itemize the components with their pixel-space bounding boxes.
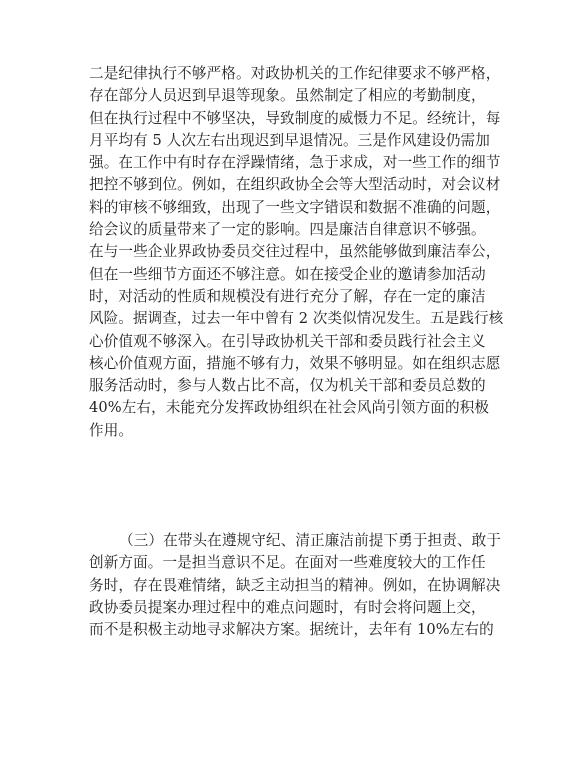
text-line: 但在一些细节方面还不够注意。如在接受企业的邀请参加活动 [89, 265, 486, 283]
text-line: 但在执行过程中不够坚决，导致制度的威慑力不足。经统计，每 [89, 109, 501, 127]
text-line: 在与一些企业界政协委员交往过程中，虽然能够做到廉洁奉公， [89, 243, 501, 261]
text-line: 二是纪律执行不够严格。对政协机关的工作纪律要求不够严格， [89, 65, 501, 82]
text-line: 时，对活动的性质和规模没有进行充分了解，存在一定的廉洁 [89, 287, 486, 305]
text-line: 服务活动时，参与人数占比不高，仅为机关干部和委员总数的 [89, 377, 486, 395]
text-line: 40%左右，未能充分发挥政协组织在社会风尚引领方面的积极 [89, 399, 490, 417]
text-line: 强。在工作中有时存在浮躁情绪，急于求成，对一些工作的细节 [89, 154, 501, 172]
text-line: 作用。 [89, 421, 134, 439]
text-line: 把控不够到位。例如，在组织政协全会等大型活动时，对会议材 [89, 176, 501, 194]
text-line: 创新方面。一是担当意识不足。在面对一些难度较大的工作任 [89, 554, 486, 572]
text-line: 存在部分人员迟到早退等现象。虽然制定了相应的考勤制度， [89, 87, 486, 105]
text-line: 风险。据调查，过去一年中曾有 2 次类似情况发生。五是践行核 [89, 310, 504, 328]
text-line: 核心价值观方面，措施不够有力，效果不够明显。如在组织志愿 [89, 354, 501, 372]
text-line: 月平均有 5 人次左右出现迟到早退情况。三是作风建设仍需加 [89, 131, 490, 149]
body-paragraph-2 [89, 530, 504, 641]
text-line: 政协委员提案办理过程中的难点问题时，有时会将问题上交， [89, 598, 486, 616]
text-line: 务时，存在畏难情绪，缺乏主动担当的精神。例如，在协调解决 [89, 576, 501, 594]
text-line: 给会议的质量带来了一定的影响。四是廉洁自律意识不够强。 [89, 221, 486, 239]
text-line: 心价值观不够深入。在引导政协机关干部和委员践行社会主义 [89, 332, 486, 350]
body-paragraph-1 [89, 63, 504, 442]
text-line: 而不是积极主动地寻求解决方案。据统计，去年有 10%左右的 [89, 621, 494, 639]
text-line: 料的审核不够细致，出现了一些文字错误和数据不准确的问题， [89, 198, 501, 216]
section-heading-line: （三）在带头在遵规守纪、清正廉洁前提下勇于担责、敢于 [119, 532, 502, 549]
